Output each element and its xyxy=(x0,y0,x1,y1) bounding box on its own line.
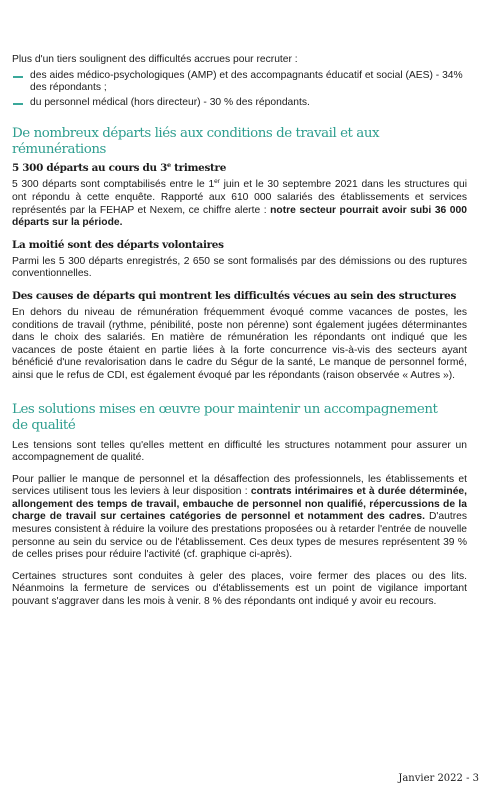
text-run: juin et le 30 septembre 2021 dans les structures qui ont répondu à cette enquête. Rapporté aux 610 000 salariés des établissements et services représentés par la FEHAP et Nexem, ce chiffre alerte : xyxy=(12,179,467,216)
section-heading-departures: De nombreux départs liés aux conditions de travail et aux rémunérations xyxy=(12,126,380,158)
section-heading-solutions xyxy=(12,402,467,434)
dash-bullet-icon xyxy=(13,76,23,78)
paragraph-tensions: Les tensions sont telles qu'elles mettent en difficulté les structures notamment pour assurer un accompagnement de qualité. xyxy=(12,439,467,464)
text-run: Pour pallier le manque de personnel et la désaffection des professionnels, les établissements et services utilisent tous les leviers à leur disposition : xyxy=(12,473,467,498)
paragraph-voluntary: Parmi les 5 300 départs enregistrés, 2 650 se sont formalisés par des démissions ou des ruptures conventionnelles. xyxy=(12,255,467,280)
superscript: er xyxy=(214,178,220,186)
subheading-causes: Des causes de départs qui montrent les difficultés vécues au sein des structures xyxy=(12,289,457,302)
heading-line: Les solutions mises en œuvre pour maintenir un accompagnement xyxy=(12,401,438,417)
text-run: D'autres mesures consistent à réduire la voilure des prestations proposées ou à retarder l'entrée de nouvelle personne au sein du service ou de l'établissement. Ces deux types de mesures représentent 39 % de celles prises pour réduire l'activité (cf. graphique ci-après). xyxy=(12,511,467,561)
subheading-text: 5 300 départs au cours du 3 xyxy=(12,162,167,175)
bullet-text: des aides médico-psychologiques (AMP) et des accompagnants éducatif et social (AES) - 34% des répondants ; xyxy=(30,69,463,94)
paragraph-causes: En dehors du niveau de rémunération fréquemment évoqué comme vacances de postes, les conditions de travail (rythme, pénibilité, poste non pérenne) sont également jugées déterminantes dans le choix des salariés. En matière de rémunération les répondants ont indiqué que les vacances de poste étaient en partie liées à la forte concurrence vis-à-vis des secteurs ayant bénéficié d'une revalorisation dans le cadre du Ségur de la santé, Le manque de personnel formé, ainsi que le refus de CDI, est également évoqué par les répondants (raison observée « Autres »). xyxy=(12,306,467,381)
subheading-voluntary: La moitié sont des départs volontaires xyxy=(12,238,224,251)
bullet-text: du personnel médical (hors directeur) - 30 % des répondants. xyxy=(30,96,310,108)
bold-text-run: notre secteur pourrait avoir subi 36 000 départs sur la période. xyxy=(12,204,467,229)
paragraph-departures-count xyxy=(12,179,467,229)
page-footer: Janvier 2022 - 3 xyxy=(398,773,479,784)
subheading-departures-count xyxy=(12,162,467,175)
text-run: 5 300 départs sont comptabilisés entre le 1 xyxy=(12,179,215,191)
heading-line: de qualité xyxy=(12,417,76,433)
paragraph-measures xyxy=(12,474,467,562)
list-item xyxy=(12,70,467,95)
intro-lead: Plus d'un tiers soulignent des difficultés accrues pour recruter : xyxy=(12,54,298,65)
bold-text-run: contrats intérimaires et à durée déterminée, allongement des temps de travail, embauche de personnel non qualifié, répercussions de la charge de travail sur certaines catégories de personnel et notamment des cadres. xyxy=(12,486,468,523)
intro-bullet-list xyxy=(12,70,467,110)
paragraph-closures: Certaines structures sont conduites à geler des places, voire fermer des places ou des lits. Néanmoins la fermeture de services ou d'établissements est un point de vigilance important pouvant s'aggraver dans les mois à venir. 8 % des répondants ont indiqué y avoir eu recours. xyxy=(12,570,467,608)
list-item xyxy=(12,97,467,110)
dash-bullet-icon xyxy=(13,103,23,105)
subheading-text-end: trimestre xyxy=(170,162,227,175)
superscript: e xyxy=(167,161,171,170)
